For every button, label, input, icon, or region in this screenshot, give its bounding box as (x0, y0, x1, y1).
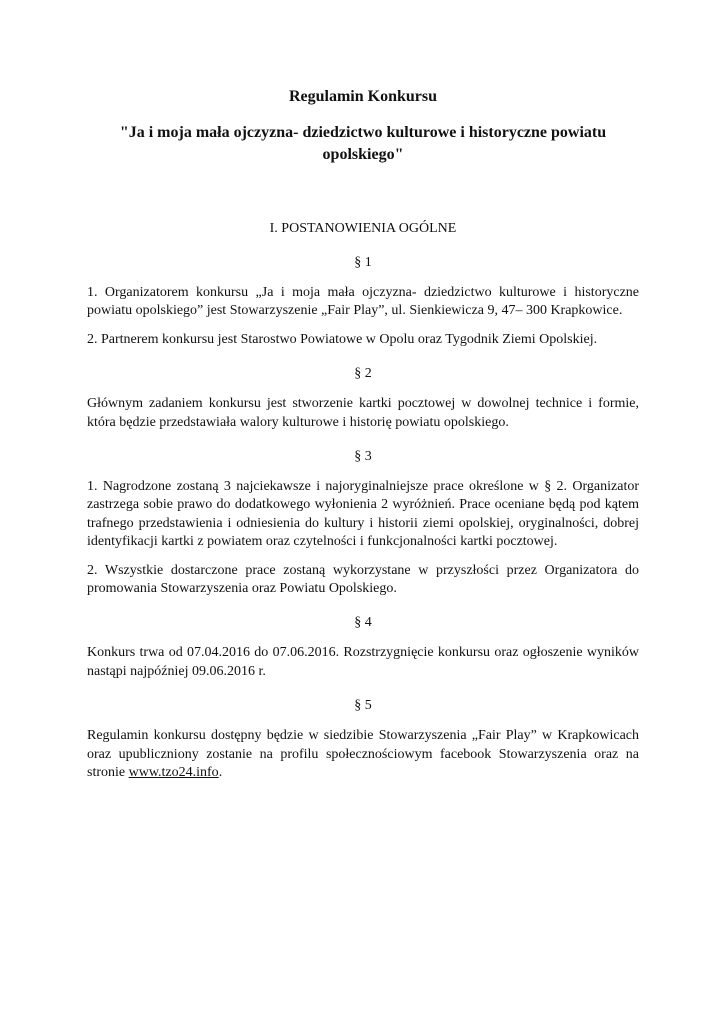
s1-paragraph-2: 2. Partnerem konkursu jest Starostwo Powiatowe w Opolu oraz Tygodnik Ziemi Opolskiej. (87, 331, 598, 347)
s5-paragraph-text: Regulamin konkursu dostępny będzie w siedzibie Stowarzyszenia „Fair Play” w Krapkowicach oraz upubliczniony zostanie na profilu społecznościowym facebook Stowarzyszenia oraz na stronie (87, 728, 639, 781)
document-subtitle: "Ja i moja mała ojczyzna- dziedzictwo kulturowe i historyczne powiatu opolskiego" (119, 124, 607, 163)
paragraph-mark-3: § 3 (354, 449, 372, 465)
paragraph-mark-2: § 2 (354, 366, 372, 382)
paragraph-mark-4: § 4 (354, 615, 372, 631)
s3-paragraph-1: 1. Nagrodzone zostaną 3 najciekawsze i najoryginalniejsze prace określone w § 2. Organizator zastrzega sobie prawo do dodatkowego wyłonienia 2 wyróżnień. Prace oceniane będą pod kątem trafnego przedstawienia i odniesienia do kultury i historii ziemi opolskiej, oryginalności, dobrej identyfikacji kartki z powiatem oraz czytelności i funkcjonalności kartki pocztowej. (87, 479, 639, 550)
s3-paragraph-2: 2. Wszystkie dostarczone prace zostaną wykorzystane w przyszłości przez Organizatora do promowania Stowarzyszenia oraz Powiatu Opolskiego. (87, 562, 639, 597)
document-content (87, 86, 639, 783)
s5-paragraph-end: . (218, 765, 223, 781)
document-title: Regulamin Konkursu (288, 88, 438, 105)
section-heading: I. POSTANOWIENIA OGÓLNE (269, 221, 457, 236)
s5-paragraph-1 (87, 727, 639, 782)
paragraph-mark-1: § 1 (354, 255, 372, 270)
paragraph-mark-5: § 5 (354, 698, 372, 714)
website-link[interactable]: www.tzo24.info (128, 765, 219, 781)
s2-paragraph-1: Głównym zadaniem konkursu jest stworzenie kartki pocztowej w dowolnej technice i formie, która będzie przedstawiała walory kulturowe i historię powiatu opolskiego. (87, 396, 639, 430)
s4-paragraph-1: Konkurs trwa od 07.04.2016 do 07.06.2016. Rozstrzygnięcie konkursu oraz ogłoszenie wyników nastąpi najpóźniej 09.06.2016 r. (87, 645, 639, 679)
s1-paragraph-1: 1. Organizatorem konkursu „Ja i moja mała ojczyzna- dziedzictwo kulturowe i historyczne powiatu opolskiego” jest Stowarzyszenie „Fair Play”, ul. Sienkiewicza 9, 47– 300 Krapkowice. (87, 285, 639, 319)
